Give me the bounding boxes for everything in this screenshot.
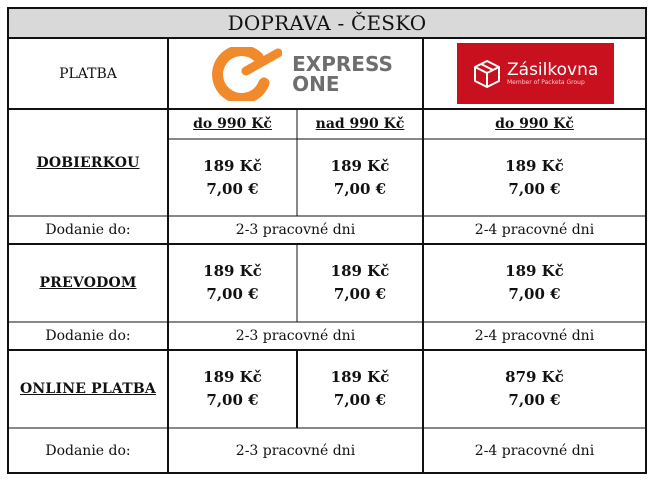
- price-cell: [168, 139, 297, 216]
- price-eur: 7,00 €: [206, 285, 259, 303]
- express-one-mark-icon: [198, 47, 282, 101]
- express-one-word-1: EXPRESS: [292, 51, 393, 76]
- price-czk: 189 Kč: [203, 368, 262, 386]
- price-czk: 189 Kč: [330, 368, 390, 386]
- price-cell: [168, 244, 297, 322]
- price-czk: 879 Kč: [505, 368, 564, 386]
- delivery-label: Dodanie do:: [45, 222, 131, 238]
- page-title: DOPRAVA - ČESKO: [227, 11, 427, 35]
- price-eur: 7,00 €: [508, 179, 561, 198]
- price-eur: 7,00 €: [206, 179, 259, 198]
- delivery-label: Dodanie do:: [45, 442, 131, 459]
- price-cell: [297, 139, 423, 216]
- price-cell: [423, 244, 646, 322]
- price-eur: 7,00 €: [333, 391, 387, 409]
- payment-header: PLATBA: [59, 65, 117, 82]
- price-czk: 189 Kč: [330, 156, 390, 175]
- zasilkovna-logo: [457, 43, 614, 104]
- express-delivery-time: 2-3 pracovné dni: [235, 328, 356, 344]
- express-one-word-2: ONE: [292, 71, 340, 96]
- price-czk: 189 Kč: [330, 262, 390, 280]
- method-online-platba: ONLINE PLATBA: [20, 381, 156, 397]
- price-cell: [423, 139, 646, 216]
- header-express-low: do 990 Kč: [193, 116, 272, 132]
- price-czk: 189 Kč: [505, 156, 564, 175]
- price-cell: [297, 244, 423, 322]
- header-zasilkovna: do 990 Kč: [495, 116, 574, 132]
- method-prevodom: PREVODOM: [39, 275, 137, 291]
- price-czk: 189 Kč: [203, 156, 262, 175]
- price-eur: 7,00 €: [508, 285, 561, 303]
- price-czk: 189 Kč: [203, 262, 262, 280]
- price-cell: [168, 350, 297, 428]
- header-express-high: nad 990 Kč: [315, 116, 405, 132]
- price-eur: 7,00 €: [206, 391, 259, 409]
- price-cell: [297, 350, 423, 428]
- price-eur: 7,00 €: [333, 285, 387, 303]
- zasilkovna-tagline: Member of Packeta Group: [507, 78, 585, 86]
- zasilkovna-delivery-time: 2-4 pracovné dni: [474, 222, 595, 238]
- price-eur: 7,00 €: [333, 179, 387, 198]
- price-cell: [423, 350, 646, 428]
- zasilkovna-delivery-time: 2-4 pracovné dni: [474, 442, 595, 459]
- express-one-logo: [168, 38, 423, 109]
- package-icon: [473, 59, 501, 89]
- zasilkovna-delivery-time: 2-4 pracovné dni: [474, 328, 595, 344]
- zasilkovna-name: Zásilkovna: [507, 59, 599, 80]
- delivery-label: Dodanie do:: [45, 328, 131, 344]
- method-dobierkou: DOBIERKOU: [36, 154, 140, 171]
- price-czk: 189 Kč: [505, 262, 564, 280]
- express-delivery-time: 2-3 pracovné dni: [235, 222, 356, 238]
- express-delivery-time: 2-3 pracovné dni: [235, 442, 356, 459]
- price-eur: 7,00 €: [508, 391, 561, 409]
